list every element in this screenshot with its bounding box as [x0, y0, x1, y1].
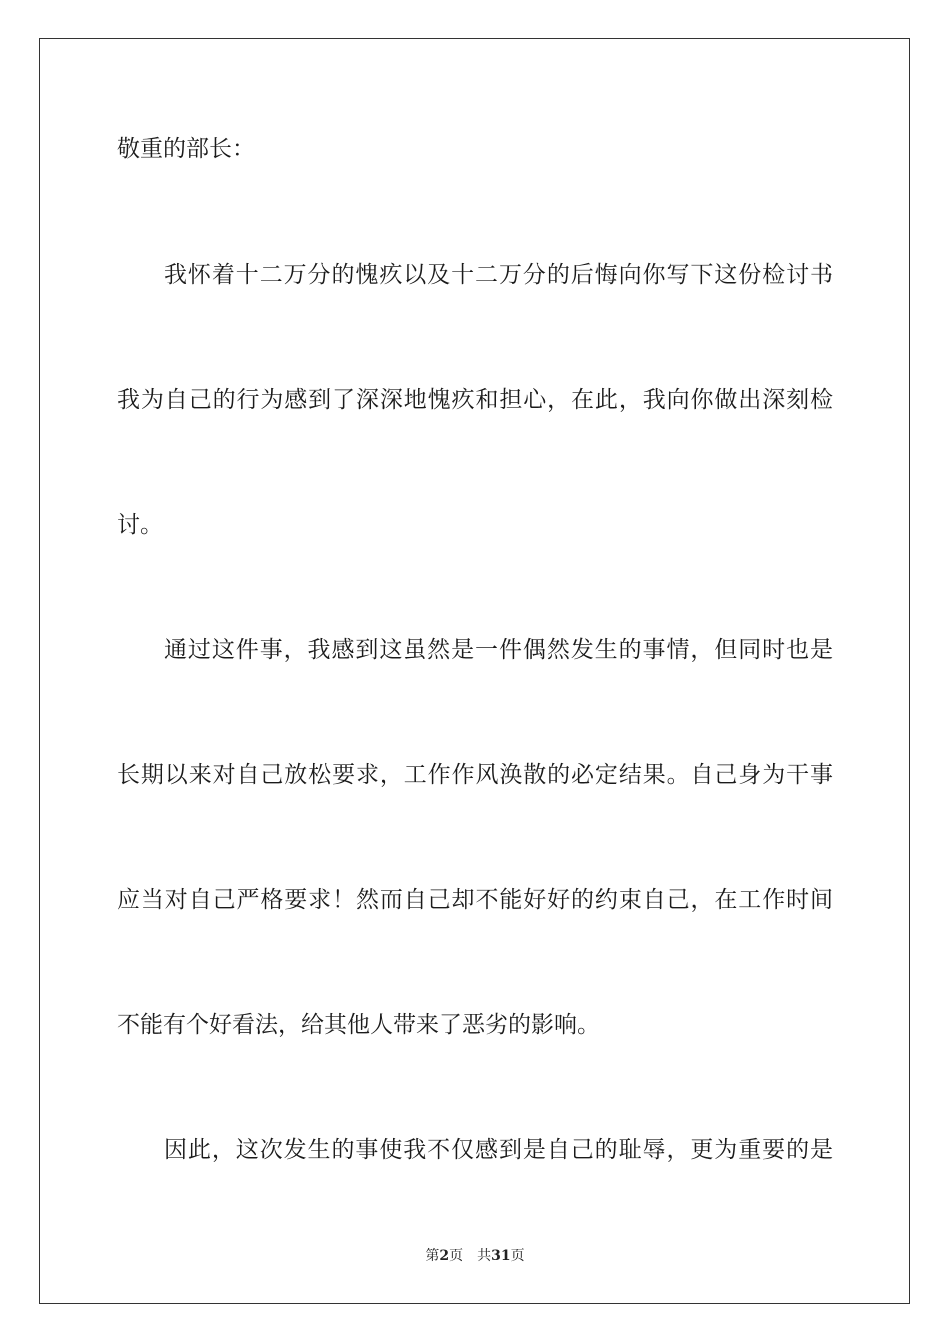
- page-number: 2: [439, 1248, 450, 1264]
- paragraph-1-line-2: 我为自己的行为感到了深深地愧疚和担心，在此，我向你做出深刻检: [117, 387, 833, 413]
- page-frame: [39, 38, 910, 1304]
- page-prefix: 第: [425, 1248, 440, 1264]
- total-suffix: 页: [510, 1248, 525, 1264]
- paragraph-1-line-3: 讨。: [117, 512, 163, 538]
- page-footer: [0, 1246, 950, 1266]
- paragraph-2-line-3: 应当对自己严格要求！然而自己却不能好好的约束自己，在工作时间: [117, 887, 833, 913]
- salutation: 敬重的部长：: [117, 136, 255, 162]
- total-prefix: 共: [477, 1248, 492, 1264]
- paragraph-3-line-1: 因此，这次发生的事使我不仅感到是自己的耻辱，更为重要的是: [164, 1137, 833, 1163]
- paragraph-1-line-1: 我怀着十二万分的愧疚以及十二万分的后悔向你写下这份检讨书: [164, 262, 833, 288]
- paragraph-2-line-1: 通过这件事，我感到这虽然是一件偶然发生的事情，但同时也是: [164, 637, 833, 663]
- paragraph-2-line-2: 长期以来对自己放松要求，工作作风涣散的必定结果。自己身为干事: [117, 762, 833, 788]
- total-pages: 31: [491, 1248, 511, 1264]
- paragraph-2-line-4: 不能有个好看法，给其他人带来了恶劣的影响。: [117, 1012, 600, 1038]
- page-suffix: 页: [449, 1248, 464, 1264]
